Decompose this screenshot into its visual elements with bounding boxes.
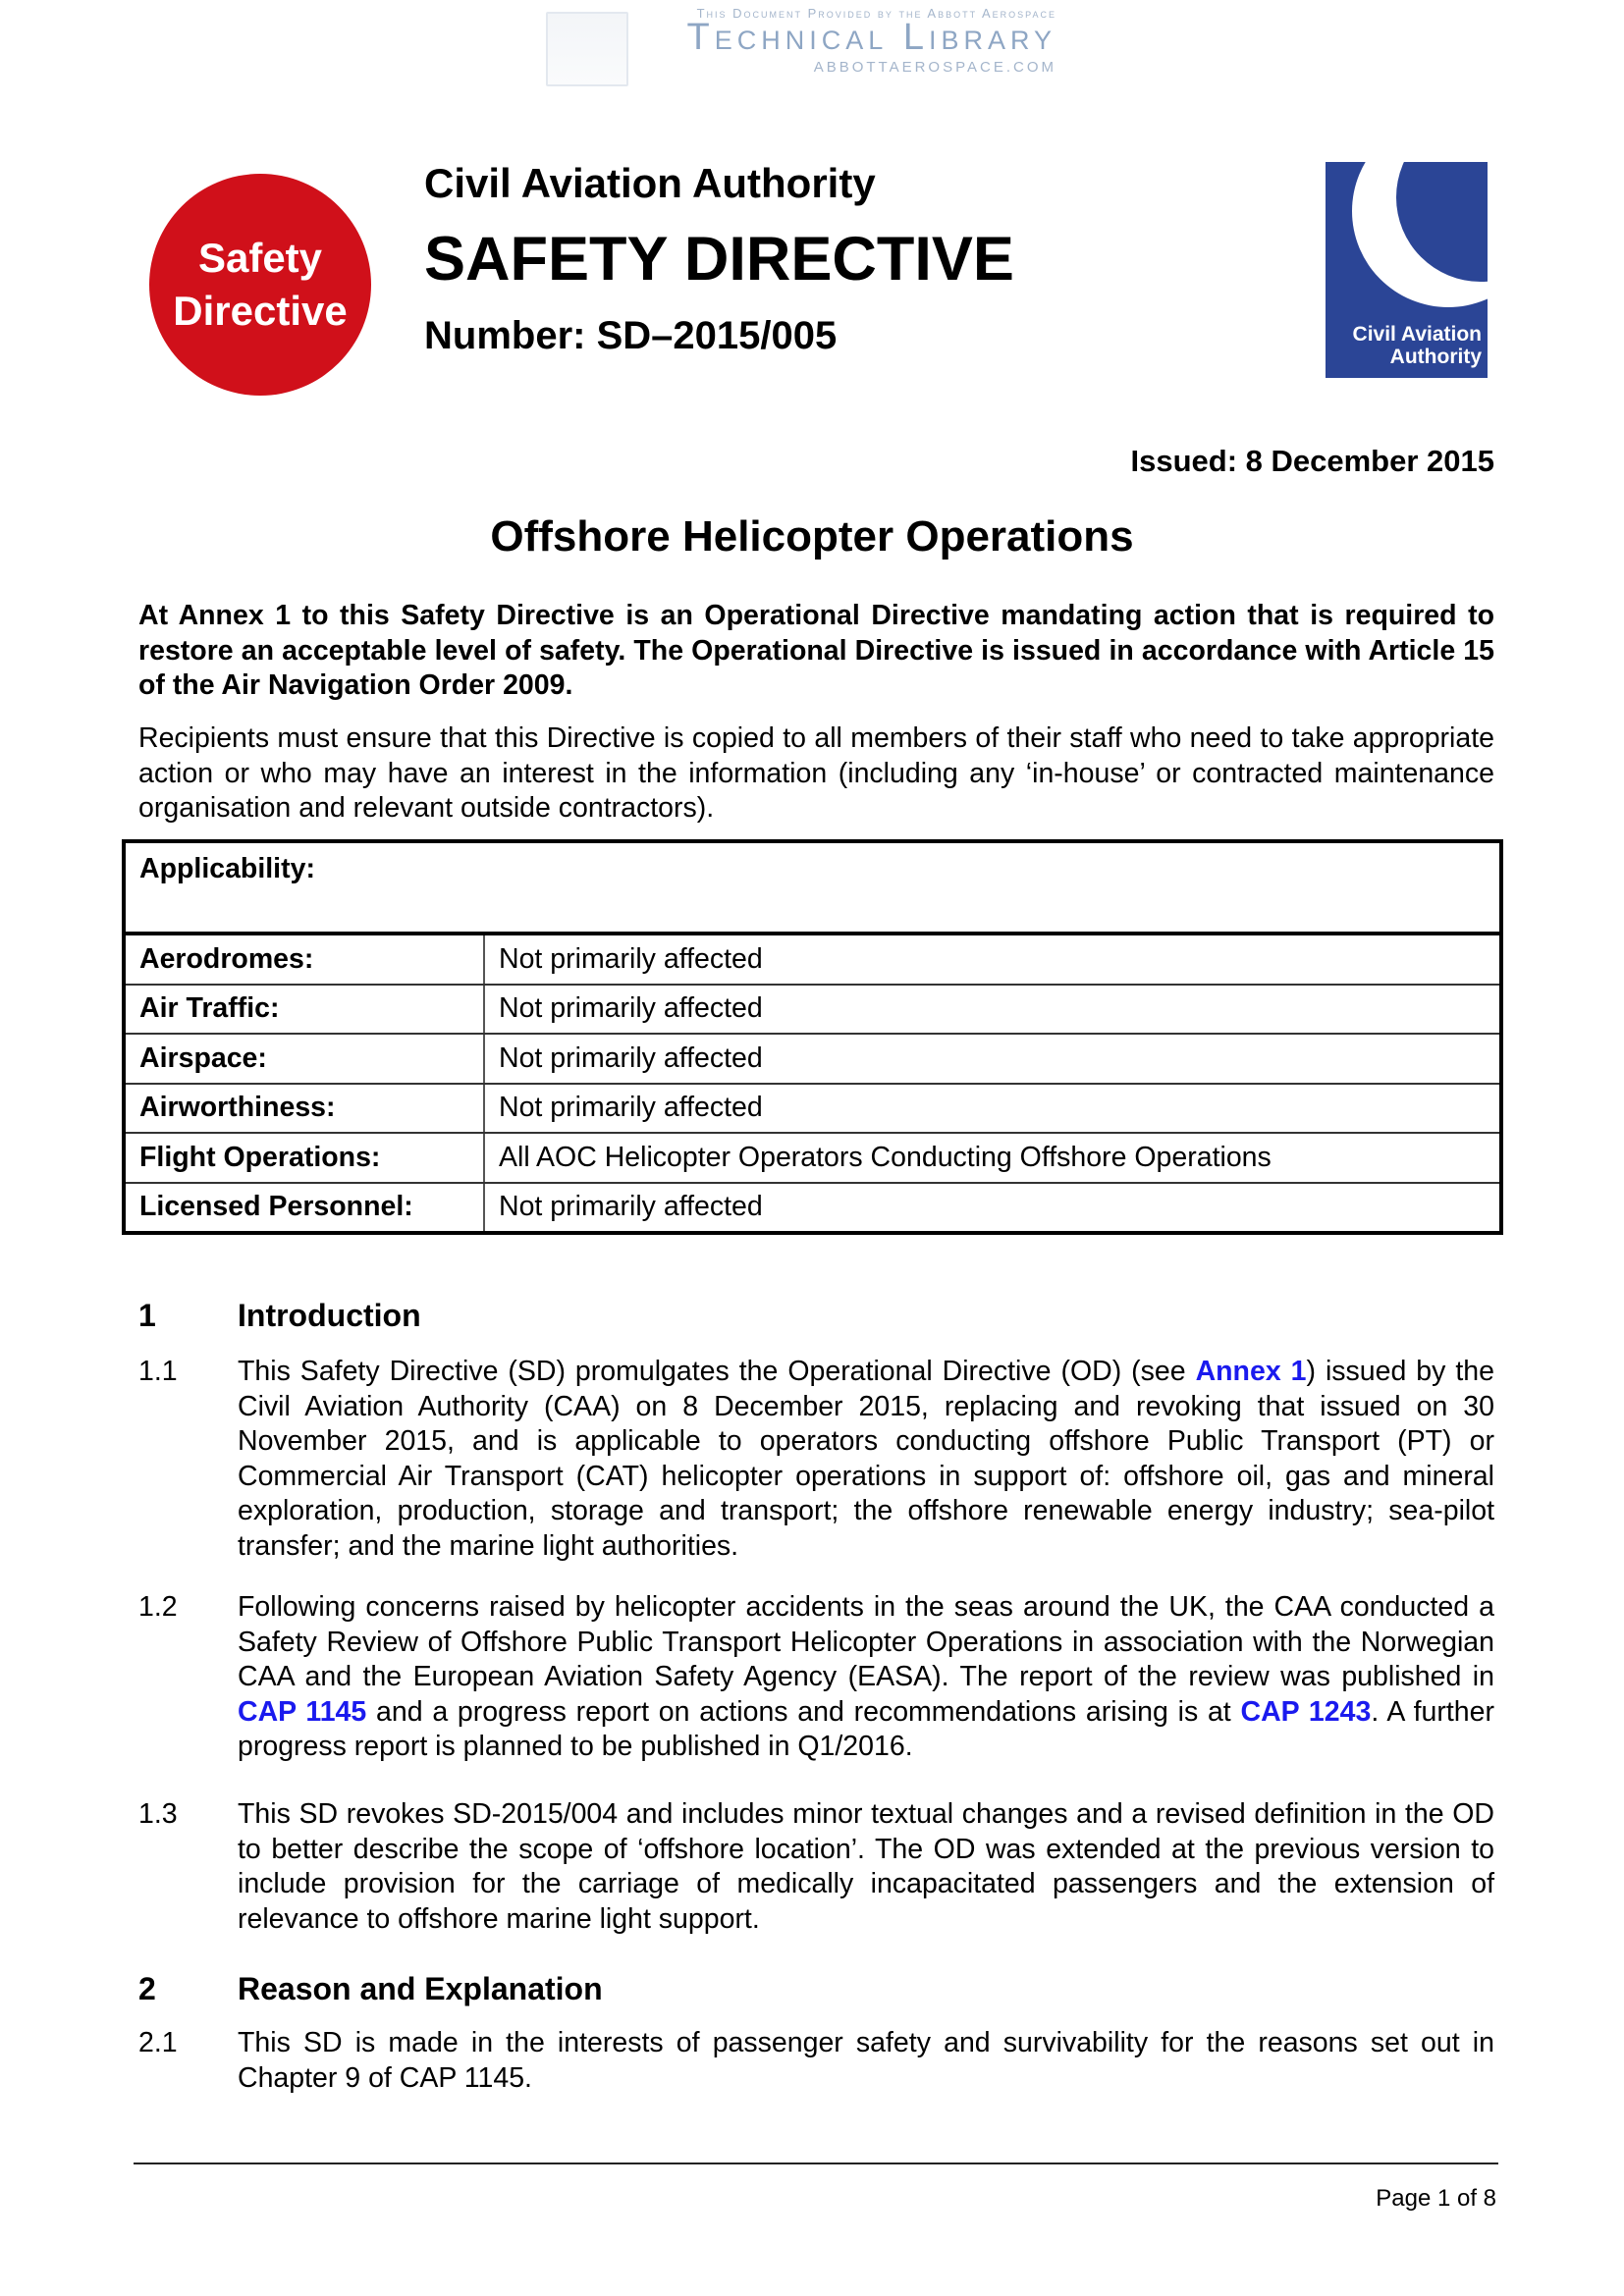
paragraph-text: This SD is made in the interests of passenger safety and survivability for the reasons set out in Chapter 9 of CAP 1145. (238, 2027, 1494, 2094)
row-value: Not primarily affected (484, 1034, 1501, 1084)
section-heading-introduction (138, 1298, 421, 1334)
badge-line1: Safety (197, 235, 323, 281)
directive-heading: SAFETY DIRECTIVE (424, 225, 1014, 294)
cap-1243-link[interactable]: CAP 1243 (1240, 1695, 1372, 1728)
paragraph-number: 1.2 (138, 1591, 178, 1623)
paragraph-text (238, 1355, 1494, 1564)
watermark-url: ABBOTTAEROSPACE.COM (813, 59, 1056, 76)
logo-line2: Authority (1389, 346, 1482, 368)
paragraph-2-1 (138, 2026, 1494, 2096)
applicability-table (122, 839, 1503, 1235)
row-value: All AOC Helicopter Operators Conducting Offshore Operations (484, 1133, 1501, 1183)
paragraph-text: This SD revokes SD-2015/004 and includes minor textual changes and a revised definition in the OD to better describe the scope of ‘offshore location’. The OD was extended at the previous version to include provision for the carriage of medically incapacitated passengers and the extension of relevance to offshore marine light support. (238, 1798, 1494, 1935)
document-title: Offshore Helicopter Operations (490, 512, 1134, 561)
row-label: Aerodromes: (124, 934, 484, 985)
logo-line1: Civil Aviation (1352, 323, 1482, 346)
section-number: 2 (138, 1971, 156, 2006)
organisation-name: Civil Aviation Authority (424, 160, 876, 206)
table-row (124, 934, 1501, 985)
table-row (124, 1133, 1501, 1183)
row-value: Not primarily affected (484, 934, 1501, 985)
watermark-line2: Technical Library (686, 17, 1056, 58)
row-label: Licensed Personnel: (124, 1183, 484, 1234)
row-value: Not primarily affected (484, 1084, 1501, 1134)
badge-line2: Directive (173, 288, 348, 334)
text-run: Following concerns raised by helicopter accidents in the seas around the UK, the CAA conducted a Safety Review of Offshore Public Transport Helicopter Operations in association with the Norwegian CAA and the European Aviation Safety Agency (EASA). The report of the review was published in (238, 1591, 1494, 1692)
issued-date: Issued: 8 December 2015 (1130, 444, 1494, 478)
watermark-technical-library (546, 4, 1056, 82)
row-label: Airworthiness: (124, 1084, 484, 1134)
section-title: Introduction (238, 1298, 421, 1333)
intro-statement: At Annex 1 to this Safety Directive is an Operational Directive mandating action that is required to restore an acceptable level of safety. The Operational Directive is issued in accordance with Article 15 of the Air Navigation Order 2009. (138, 600, 1494, 701)
paragraph-1-3 (138, 1797, 1494, 1937)
table-row (124, 985, 1501, 1035)
applicability-heading: Applicability: (124, 841, 1501, 934)
paragraph-1-2 (138, 1590, 1494, 1765)
table-row (124, 1034, 1501, 1084)
section-title: Reason and Explanation (238, 1971, 603, 2006)
section-number: 1 (138, 1298, 156, 1333)
directive-number: Number: SD–2015/005 (424, 314, 838, 357)
page-number: Page 1 of 8 (1376, 2185, 1496, 2212)
cap-1145-link[interactable]: CAP 1145 (238, 1695, 367, 1728)
caa-logo (1326, 162, 1488, 378)
recipients-notice: Recipients must ensure that this Directive is copied to all members of their staff who need to take appropriate action or who may have an interest in the information (including any ‘in-house’ or contracted maintenance organisation and relevant outside contractors). (138, 722, 1494, 824)
table-row (124, 1084, 1501, 1134)
text-run: This Safety Directive (SD) promulgates the Operational Directive (OD) (see (238, 1356, 1196, 1387)
watermark-line1: This Document Provided by the Abbott Aerospace (696, 6, 1056, 21)
annex-1-link[interactable]: Annex 1 (1195, 1356, 1307, 1387)
section-heading-reason (138, 1971, 603, 2007)
text-run: . A further progress report is planned to be published in Q1/2016. (238, 1695, 1494, 1762)
text-run: ) issued by the Civil Aviation Authority (CAA) on 8 December 2015, replacing and revoking that issued on 30 November 2015, and is applicable to operators conducting offshore Public Transport (PT) or Commercial Air Transport (CAT) helicopter operations in support of: offshore oil, gas and mineral exploration, production, storage and transport; the offshore renewable energy industry; sea-pilot transfer; and the marine light authorities. (238, 1356, 1494, 1562)
paragraph-number: 1.3 (138, 1798, 178, 1830)
paragraph-number: 2.1 (138, 2027, 178, 2058)
paragraph-text (238, 1590, 1494, 1765)
caa-logo-text (1326, 323, 1482, 368)
row-label: Airspace: (124, 1034, 484, 1084)
row-label: Air Traffic: (124, 985, 484, 1035)
table-row (124, 1183, 1501, 1234)
applicability-header-row (124, 841, 1501, 934)
paragraph-1-1 (138, 1355, 1494, 1564)
row-value: Not primarily affected (484, 985, 1501, 1035)
footer-divider (134, 2163, 1498, 2164)
row-value: Not primarily affected (484, 1183, 1501, 1234)
row-label: Flight Operations: (124, 1133, 484, 1183)
paragraph-number: 1.1 (138, 1356, 178, 1387)
safety-directive-badge (149, 174, 371, 396)
document-icon (546, 12, 628, 86)
text-run: and a progress report on actions and recommendations arising is at (366, 1695, 1241, 1728)
